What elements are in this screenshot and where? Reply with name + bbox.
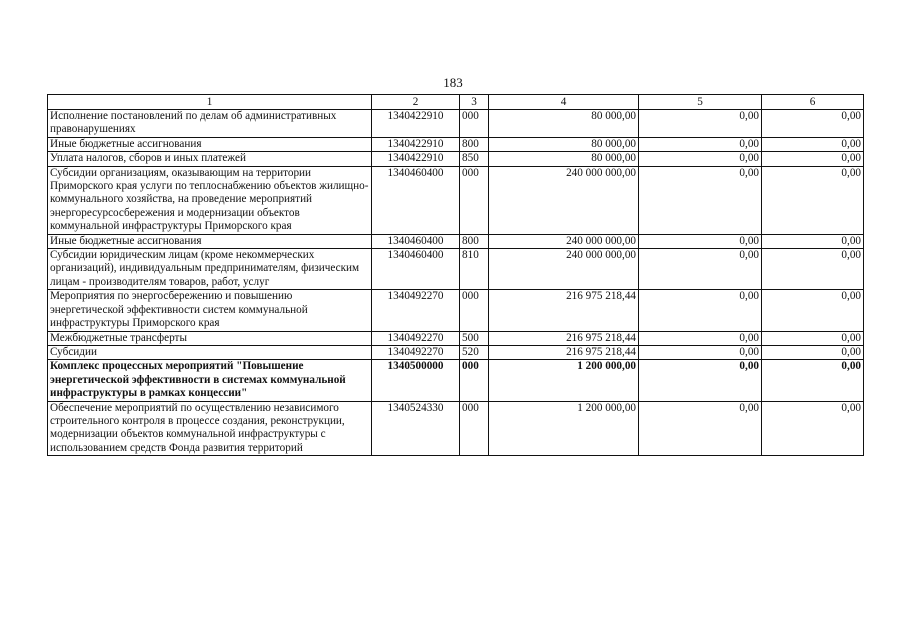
row-type: 500: [460, 331, 489, 345]
row-value-4: 216 975 218,44: [489, 290, 639, 331]
row-value-6: 0,00: [762, 345, 864, 359]
row-value-5: 0,00: [639, 331, 762, 345]
table-row: [48, 331, 864, 345]
page-number: 183: [443, 75, 463, 90]
table-row: [48, 249, 864, 290]
row-code: 1340500000: [372, 360, 460, 401]
table-header-row: [48, 95, 864, 110]
row-type: 000: [460, 360, 489, 401]
row-value-5: 0,00: [639, 110, 762, 138]
column-header: 5: [639, 95, 762, 110]
table-row: [48, 345, 864, 359]
row-value-4: 240 000 000,00: [489, 249, 639, 290]
row-code: 1340460400: [372, 166, 460, 234]
row-code: 1340460400: [372, 234, 460, 248]
row-type: 000: [460, 401, 489, 456]
row-value-6: 0,00: [762, 360, 864, 401]
row-value-6: 0,00: [762, 234, 864, 248]
row-value-6: 0,00: [762, 110, 864, 138]
budget-table: [47, 94, 864, 456]
row-name: Комплекс процессных мероприятий "Повышение энергетической эффективности в системах коммунальной инфраструктуры в рамках концессии": [48, 360, 372, 401]
row-name: Субсидии организациям, оказывающим на территории Приморского края услуги по теплоснабжению объектов жилищно-коммунального хозяйства, на проведение мероприятий энергоресурсосбережения и модернизации объектов коммунальной инфраструктуры Приморского края: [48, 166, 372, 234]
row-value-4: 240 000 000,00: [489, 166, 639, 234]
table-row: [48, 234, 864, 248]
row-name: Иные бюджетные ассигнования: [48, 234, 372, 248]
row-value-4: 1 200 000,00: [489, 360, 639, 401]
row-value-5: 0,00: [639, 234, 762, 248]
table-row: [48, 290, 864, 331]
column-header: 1: [48, 95, 372, 110]
row-value-5: 0,00: [639, 290, 762, 331]
row-value-6: 0,00: [762, 152, 864, 166]
row-value-4: 1 200 000,00: [489, 401, 639, 456]
row-code: 1340460400: [372, 249, 460, 290]
row-value-5: 0,00: [639, 137, 762, 151]
row-name: Уплата налогов, сборов и иных платежей: [48, 152, 372, 166]
row-name: Иные бюджетные ассигнования: [48, 137, 372, 151]
row-value-6: 0,00: [762, 290, 864, 331]
row-value-6: 0,00: [762, 331, 864, 345]
row-code: 1340422910: [372, 152, 460, 166]
table-row: [48, 166, 864, 234]
row-value-4: 216 975 218,44: [489, 345, 639, 359]
row-value-5: 0,00: [639, 360, 762, 401]
row-type: 800: [460, 137, 489, 151]
row-value-5: 0,00: [639, 249, 762, 290]
row-code: 1340492270: [372, 331, 460, 345]
row-code: 1340492270: [372, 345, 460, 359]
row-code: 1340422910: [372, 110, 460, 138]
row-value-6: 0,00: [762, 249, 864, 290]
row-value-5: 0,00: [639, 401, 762, 456]
table-row: [48, 137, 864, 151]
row-type: 800: [460, 234, 489, 248]
table-row: [48, 401, 864, 456]
row-type: 810: [460, 249, 489, 290]
row-code: 1340492270: [372, 290, 460, 331]
row-code: 1340524330: [372, 401, 460, 456]
row-value-4: 240 000 000,00: [489, 234, 639, 248]
row-value-4: 80 000,00: [489, 137, 639, 151]
row-name: Мероприятия по энергосбережению и повышению энергетической эффективности систем коммунальной инфраструктуры Приморского края: [48, 290, 372, 331]
row-type: 000: [460, 290, 489, 331]
row-name: Межбюджетные трансферты: [48, 331, 372, 345]
row-value-6: 0,00: [762, 401, 864, 456]
row-type: 000: [460, 166, 489, 234]
row-value-6: 0,00: [762, 137, 864, 151]
row-name: Исполнение постановлений по делам об административных правонарушениях: [48, 110, 372, 138]
row-name: Обеспечение мероприятий по осуществлению независимого строительного контроля в процессе создания, реконструкции, модернизации объектов коммунальной инфраструктуры с использованием средств Фонда развития территорий: [48, 401, 372, 456]
column-header: 6: [762, 95, 864, 110]
row-type: 000: [460, 110, 489, 138]
column-header: 4: [489, 95, 639, 110]
row-value-5: 0,00: [639, 345, 762, 359]
row-type: 850: [460, 152, 489, 166]
row-name: Субсидии: [48, 345, 372, 359]
row-value-6: 0,00: [762, 166, 864, 234]
row-value-4: 80 000,00: [489, 110, 639, 138]
row-value-4: 216 975 218,44: [489, 331, 639, 345]
column-header: 2: [372, 95, 460, 110]
row-value-4: 80 000,00: [489, 152, 639, 166]
table-row: [48, 110, 864, 138]
row-code: 1340422910: [372, 137, 460, 151]
row-name: Субсидии юридическим лицам (кроме некоммерческих организаций), индивидуальным предпринимателям, физическим лицам - производителям товаров, работ, услуг: [48, 249, 372, 290]
table-row: [48, 152, 864, 166]
column-header: 3: [460, 95, 489, 110]
row-value-5: 0,00: [639, 152, 762, 166]
table-row: [48, 360, 864, 401]
row-type: 520: [460, 345, 489, 359]
row-value-5: 0,00: [639, 166, 762, 234]
